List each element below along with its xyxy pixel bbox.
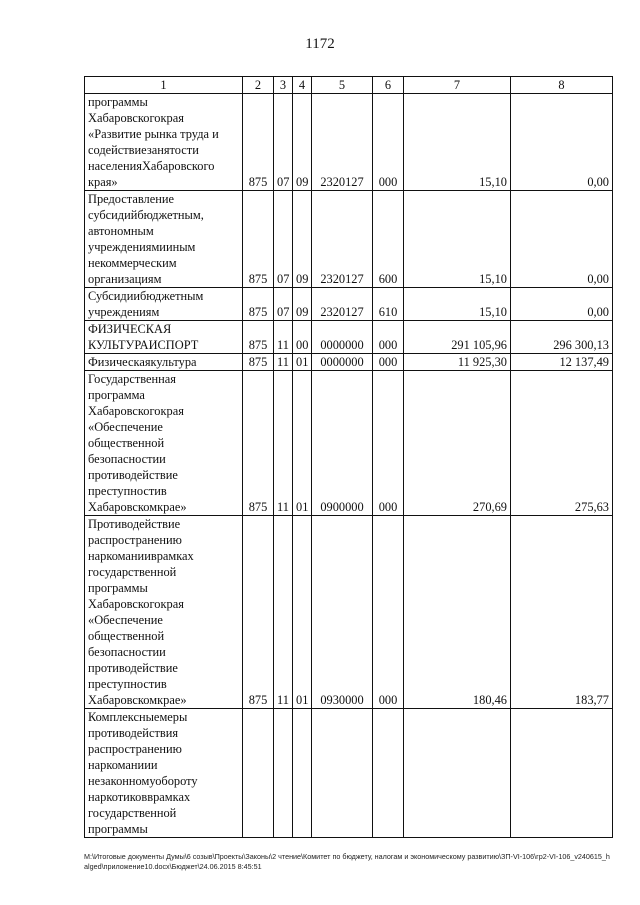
row-name-line: автономным <box>88 224 154 238</box>
row-name-line: программы <box>88 822 148 836</box>
amount-2016-cell: 15,10 <box>404 288 511 321</box>
row-name-line: незаконномуобороту <box>88 774 198 788</box>
row-name-line: наркоманииврамках <box>88 549 194 563</box>
expense-type-cell <box>373 709 404 838</box>
amount-2017-cell: 275,63 <box>511 371 613 516</box>
row-name-line: учреждениямииным <box>88 240 196 254</box>
code-cell: 875 <box>243 94 274 191</box>
table-row <box>85 516 613 709</box>
row-name-line: «Обеспечение <box>88 613 163 627</box>
row-name-line: распространению <box>88 533 182 547</box>
row-name-line: КУЛЬТУРАИСПОРТ <box>88 338 199 352</box>
section-cell: 11 <box>274 371 293 516</box>
row-name-line: программы <box>88 581 148 595</box>
amount-2017-cell <box>511 709 613 838</box>
row-name-cell <box>85 288 243 321</box>
target-article-cell: 0930000 <box>312 516 373 709</box>
table-row <box>85 94 613 191</box>
amount-2016-cell: 270,69 <box>404 371 511 516</box>
row-name-line: края» <box>88 175 118 189</box>
code-cell: 875 <box>243 191 274 288</box>
section-cell: 11 <box>274 354 293 371</box>
row-name-line: противодействие <box>88 468 178 482</box>
expense-type-cell: 000 <box>373 371 404 516</box>
code-cell: 875 <box>243 371 274 516</box>
row-name-line: Противодействие <box>88 517 181 531</box>
row-name-line: Хабаровскомкрае» <box>88 693 187 707</box>
row-name-line: «Развитие рынка труда и <box>88 127 219 141</box>
row-name-line: Комплексныемеры <box>88 710 188 724</box>
code-cell: 875 <box>243 288 274 321</box>
row-name-line: наркоманиии <box>88 758 158 772</box>
amount-2016-cell <box>404 709 511 838</box>
amount-2016-cell: 291 105,96 <box>404 321 511 354</box>
table-header-row <box>85 77 613 94</box>
code-cell: 875 <box>243 516 274 709</box>
row-name-line: программы <box>88 95 148 109</box>
amount-2016-cell: 11 925,30 <box>404 354 511 371</box>
page-number: 1172 <box>305 36 335 52</box>
table-row <box>85 191 613 288</box>
row-name-line: организациям <box>88 272 162 286</box>
row-name-line: Физическаякультура <box>88 355 197 369</box>
subsection-cell <box>293 709 312 838</box>
header-col-7: 7 <box>404 77 511 94</box>
row-name-cell <box>85 191 243 288</box>
target-article-cell: 0000000 <box>312 354 373 371</box>
target-article-cell <box>312 709 373 838</box>
expense-type-cell: 000 <box>373 94 404 191</box>
section-cell: 07 <box>274 288 293 321</box>
row-name-cell <box>85 516 243 709</box>
row-name-line: Субсидиибюджетным <box>88 289 204 303</box>
subsection-cell: 09 <box>293 191 312 288</box>
row-name-line: «Обеспечение <box>88 420 163 434</box>
row-name-line: общественной <box>88 436 165 450</box>
subsection-cell: 01 <box>293 371 312 516</box>
target-article-cell: 2320127 <box>312 191 373 288</box>
subsection-cell: 01 <box>293 516 312 709</box>
code-cell: 875 <box>243 354 274 371</box>
row-name-line: противодействия <box>88 726 179 740</box>
row-name-line: населенияХабаровского <box>88 159 215 173</box>
table-row <box>85 321 613 354</box>
amount-2016-cell: 180,46 <box>404 516 511 709</box>
row-name-cell <box>85 321 243 354</box>
row-name-line: Хабаровскогокрая <box>88 404 184 418</box>
header-col-3: 3 <box>274 77 293 94</box>
code-cell: 875 <box>243 321 274 354</box>
header-col-6: 6 <box>373 77 404 94</box>
row-name-line: Предоставление <box>88 192 174 206</box>
amount-2016-cell: 15,10 <box>404 94 511 191</box>
expense-type-cell: 000 <box>373 516 404 709</box>
code-cell <box>243 709 274 838</box>
section-cell: 11 <box>274 516 293 709</box>
amount-2017-cell: 183,77 <box>511 516 613 709</box>
section-cell <box>274 709 293 838</box>
row-name-line: преступностив <box>88 484 167 498</box>
target-article-cell: 0000000 <box>312 321 373 354</box>
subsection-cell: 00 <box>293 321 312 354</box>
table-row <box>85 371 613 516</box>
row-name-line: субсидийбюджетным, <box>88 208 204 222</box>
amount-2016-cell: 15,10 <box>404 191 511 288</box>
row-name-line: наркотиковврамках <box>88 790 191 804</box>
row-name-line: общественной <box>88 629 165 643</box>
row-name-line: Хабаровскогокрая <box>88 111 184 125</box>
header-col-2: 2 <box>243 77 274 94</box>
amount-2017-cell: 0,00 <box>511 288 613 321</box>
subsection-cell: 01 <box>293 354 312 371</box>
row-name-cell <box>85 371 243 516</box>
section-cell: 07 <box>274 191 293 288</box>
table-body <box>85 94 613 838</box>
table-row <box>85 354 613 371</box>
budget-table <box>84 76 613 838</box>
header-col-4: 4 <box>293 77 312 94</box>
amount-2017-cell: 0,00 <box>511 94 613 191</box>
row-name-line: некоммерческим <box>88 256 177 270</box>
amount-2017-cell: 12 137,49 <box>511 354 613 371</box>
row-name-line: государственной <box>88 565 177 579</box>
row-name-line: преступностив <box>88 677 167 691</box>
expense-type-cell: 600 <box>373 191 404 288</box>
table-row <box>85 709 613 838</box>
expense-type-cell: 000 <box>373 354 404 371</box>
target-article-cell: 2320127 <box>312 94 373 191</box>
header-col-1: 1 <box>85 77 243 94</box>
table-row <box>85 288 613 321</box>
row-name-line: Хабаровскомкрае» <box>88 500 187 514</box>
header-col-8: 8 <box>511 77 613 94</box>
row-name-cell <box>85 94 243 191</box>
row-name-line: учреждениям <box>88 305 160 319</box>
section-cell: 07 <box>274 94 293 191</box>
row-name-line: противодействие <box>88 661 178 675</box>
row-name-line: безопасностии <box>88 645 166 659</box>
expense-type-cell: 610 <box>373 288 404 321</box>
row-name-line: Государственная <box>88 372 176 386</box>
row-name-line: распространению <box>88 742 182 756</box>
row-name-line: ФИЗИЧЕСКАЯ <box>88 322 172 336</box>
subsection-cell: 09 <box>293 94 312 191</box>
row-name-line: государственной <box>88 806 177 820</box>
subsection-cell: 09 <box>293 288 312 321</box>
row-name-cell <box>85 354 243 371</box>
target-article-cell: 0900000 <box>312 371 373 516</box>
amount-2017-cell: 296 300,13 <box>511 321 613 354</box>
amount-2017-cell: 0,00 <box>511 191 613 288</box>
row-name-line: Хабаровскогокрая <box>88 597 184 611</box>
expense-type-cell: 000 <box>373 321 404 354</box>
row-name-line: безопасностии <box>88 452 166 466</box>
target-article-cell: 2320127 <box>312 288 373 321</box>
section-cell: 11 <box>274 321 293 354</box>
header-col-5: 5 <box>312 77 373 94</box>
row-name-cell <box>85 709 243 838</box>
file-path-footer: M:\Итоговые документы Думы\6 созыв\Проекты\Законы\2 чтение\Комитет по бюджету, налогам и экономическому развитию\ЗП-VI-106\гр2-VI-106_v240615_halged\приложение10.docx\Бюджет\24.06.2015 8:45:51 <box>84 852 610 871</box>
row-name-line: программа <box>88 388 145 402</box>
row-name-line: содействиезанятости <box>88 143 199 157</box>
